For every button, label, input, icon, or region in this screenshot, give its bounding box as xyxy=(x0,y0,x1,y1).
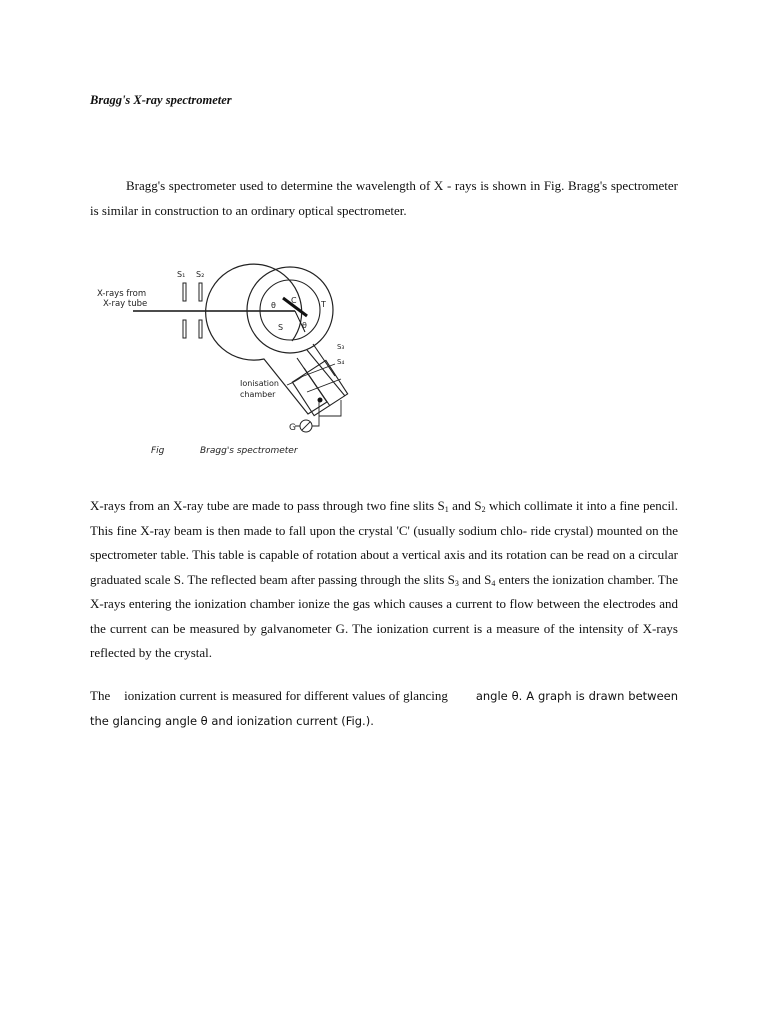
source-label: X-ray tube xyxy=(103,299,148,309)
slit-s1-label: S₁ xyxy=(177,270,186,279)
page-title: Bragg's X-ray spectrometer xyxy=(90,93,232,107)
subscript: 4 xyxy=(491,578,496,588)
graduated-scale xyxy=(260,280,320,340)
chamber-label: chamber xyxy=(240,390,276,399)
body-text: and S xyxy=(448,498,482,513)
galvanometer-needle xyxy=(302,422,310,430)
chamber-label: Ionisation xyxy=(240,379,279,388)
slit-s2-label: S₂ xyxy=(196,270,205,279)
subscript: 2 xyxy=(481,505,486,514)
body-text: enters the ionization chamber. The X-rays entering the ionization chamber ionize the gas which causes a current to flow between the electrodes and the current can be measured by galvanometer G. The ionization current is a measure of the intensity of X-rays reflected by the crystal. xyxy=(90,571,679,660)
subscript: 3 xyxy=(454,578,459,588)
theta-label: θ xyxy=(302,321,307,330)
body-text: and S xyxy=(458,571,492,587)
figure-label: Fig xyxy=(151,446,165,456)
slit-s2-lower xyxy=(199,320,202,338)
figure-caption: Bragg's spectrometer xyxy=(200,446,298,456)
closing-text-alt: angle θ. A graph is drawn between the glancing angle θ and ionization current (Fig.). xyxy=(90,689,682,728)
slit-s2-upper xyxy=(199,283,202,301)
body-paragraph xyxy=(90,494,678,666)
subscript: 1 xyxy=(444,505,449,514)
closing-text: The ionization current is measured for different values of glancing xyxy=(90,688,476,703)
crystal-label: C xyxy=(291,296,297,305)
intro-paragraph: Bragg's spectrometer used to determine the wavelength of X - rays is shown in Fig. Bragg's spectrometer is similar in construction to an ordinary optical spectrometer. xyxy=(90,178,678,218)
electrode xyxy=(318,398,323,403)
spectrometer-diagram xyxy=(95,250,345,460)
body-text: X-rays from an X-ray tube are made to pass through two fine slits S xyxy=(90,498,445,513)
theta-label: θ xyxy=(271,301,276,310)
galvanometer-label: G xyxy=(289,423,296,433)
table-label: T xyxy=(321,300,326,309)
slit-s1-lower xyxy=(183,320,186,338)
slit-s4-label: S₄ xyxy=(337,358,345,366)
source-label: X-rays from xyxy=(97,289,147,299)
slit-s1-upper xyxy=(183,283,186,301)
body-text: which collimate it into a fine pencil. This fine X-ray beam is then made to fall upon the crystal 'C' (usually sodium chlo- ride crystal) mounted on the spectrometer table. This table is capable of rotation about a vertical axis and its rotation can be read on a circular graduated scale S. The reflected beam after passing through the slits S xyxy=(90,498,678,587)
ionisation-chamber-box xyxy=(292,360,347,415)
closing-paragraph xyxy=(90,684,682,733)
scale-label: S xyxy=(278,323,284,332)
slit-s3-label: S₃ xyxy=(337,343,345,351)
